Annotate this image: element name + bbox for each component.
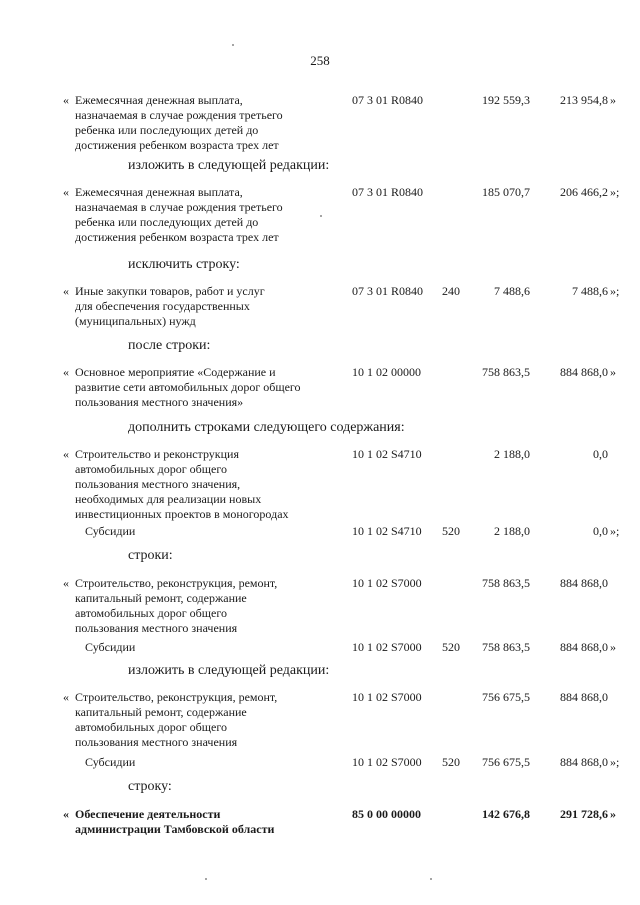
description-line: Обеспечение деятельности <box>75 807 221 821</box>
amount-year-1: 758 863,5 <box>482 640 530 654</box>
description-line: Строительство, реконструкция, ремонт, <box>75 576 278 590</box>
opening-quote: « <box>63 807 69 821</box>
closing-quote: » <box>610 93 616 107</box>
amount-year-2: 7 488,6 <box>572 284 608 298</box>
row-description <box>75 690 365 750</box>
amount-year-1: 192 559,3 <box>482 93 530 107</box>
budget-code: 10 1 02 S4710 <box>352 524 422 538</box>
description-line: ребенка или последующих детей до <box>75 123 259 137</box>
closing-quote: »; <box>610 284 620 298</box>
description-line: Иные закупки товаров, работ и услуг <box>75 284 265 298</box>
description-line: Основное мероприятие «Содержание и <box>75 365 276 379</box>
description-line: Строительство, реконструкция, ремонт, <box>75 690 278 704</box>
instruction-text: изложить в следующей редакции: <box>128 158 330 173</box>
expense-type-code: 520 <box>442 524 460 538</box>
row-description <box>75 755 375 770</box>
description-line: (муниципальных) нужд <box>75 314 196 328</box>
description-line: пользования местного значения <box>75 621 238 635</box>
description-line: Ежемесячная денежная выплата, <box>75 93 243 107</box>
description-line: достижения ребенком возраста трех лет <box>75 138 279 152</box>
amount-year-1: 142 676,8 <box>482 807 530 821</box>
amount-year-1: 756 675,5 <box>482 690 530 704</box>
description-line: Субсидии <box>85 755 136 769</box>
amount-year-1: 2 188,0 <box>494 447 530 461</box>
amount-year-2: 0,0 <box>593 447 608 461</box>
instruction-text: изложить в следующей редакции: <box>128 663 330 678</box>
budget-code: 10 1 02 S7000 <box>352 690 422 704</box>
description-line: пользования местного значения» <box>75 395 244 409</box>
row-description <box>75 93 365 153</box>
budget-code: 07 3 01 R0840 <box>352 93 424 107</box>
expense-type-code: 240 <box>442 284 460 298</box>
instruction-text: строку: <box>128 779 172 794</box>
amount-year-1: 185 070,7 <box>482 185 530 199</box>
amount-year-2: 206 466,2 <box>560 185 608 199</box>
opening-quote: « <box>63 185 69 199</box>
amount-year-1: 758 863,5 <box>482 576 530 590</box>
amount-year-2: 884 868,0 <box>560 576 608 590</box>
description-line: необходимых для реализации новых <box>75 492 262 506</box>
description-line: для обеспечения государственных <box>75 299 250 313</box>
row-description <box>75 365 365 410</box>
scan-speck <box>320 215 322 217</box>
opening-quote: « <box>63 576 69 590</box>
amount-year-2: 884 868,0 <box>560 690 608 704</box>
description-line: пользования местного значения <box>75 735 238 749</box>
amount-year-2: 291 728,6 <box>560 807 608 821</box>
description-line: автомобильных дорог общего <box>75 720 227 734</box>
closing-quote: » <box>610 365 616 379</box>
closing-quote: » <box>610 807 616 821</box>
description-line: автомобильных дорог общего <box>75 606 227 620</box>
amount-year-2: 0,0 <box>593 524 608 538</box>
opening-quote: « <box>63 447 69 461</box>
description-line: инвестиционных проектов в моногородах <box>75 507 289 521</box>
closing-quote: » <box>610 640 616 654</box>
budget-code: 10 1 02 S4710 <box>352 447 422 461</box>
instruction-text: после строки: <box>128 338 211 353</box>
amount-year-2: 884 868,0 <box>560 365 608 379</box>
closing-quote: »; <box>610 185 620 199</box>
budget-code: 10 1 02 00000 <box>352 365 421 379</box>
instruction-text: дополнить строками следующего содержания: <box>128 420 405 435</box>
scan-speck <box>430 878 432 880</box>
row-description <box>75 284 365 329</box>
scan-speck <box>205 878 207 880</box>
page-number: 258 <box>310 53 330 68</box>
budget-code: 85 0 00 00000 <box>352 807 421 821</box>
row-description <box>75 640 375 655</box>
opening-quote: « <box>63 93 69 107</box>
budget-code: 07 3 01 R0840 <box>352 284 424 298</box>
description-line: развитие сети автомобильных дорог общего <box>75 380 301 394</box>
description-line: Строительство и реконструкция <box>75 447 239 461</box>
closing-quote: »; <box>610 524 620 538</box>
description-line: назначаемая в случае рождения третьего <box>75 108 283 122</box>
amount-year-2: 213 954,8 <box>560 93 608 107</box>
row-description <box>75 447 365 522</box>
description-line: капитальный ремонт, содержание <box>75 705 247 719</box>
opening-quote: « <box>63 690 69 704</box>
description-line: достижения ребенком возраста трех лет <box>75 230 279 244</box>
scan-speck <box>232 44 234 46</box>
amount-year-1: 758 863,5 <box>482 365 530 379</box>
expense-type-code: 520 <box>442 640 460 654</box>
instruction-text: исключить строку: <box>128 257 240 272</box>
description-line: Субсидии <box>85 524 136 538</box>
row-description <box>75 524 375 539</box>
amount-year-1: 7 488,6 <box>494 284 530 298</box>
description-line: пользования местного значения, <box>75 477 241 491</box>
description-line: автомобильных дорог общего <box>75 462 227 476</box>
description-line: ребенка или последующих детей до <box>75 215 259 229</box>
amount-year-2: 884 868,0 <box>560 640 608 654</box>
opening-quote: « <box>63 284 69 298</box>
expense-type-code: 520 <box>442 755 460 769</box>
description-line: администрации Тамбовской области <box>75 822 275 836</box>
description-line: Субсидии <box>85 640 136 654</box>
amount-year-1: 756 675,5 <box>482 755 530 769</box>
description-line: капитальный ремонт, содержание <box>75 591 247 605</box>
budget-code: 10 1 02 S7000 <box>352 755 422 769</box>
budget-code: 10 1 02 S7000 <box>352 576 422 590</box>
description-line: Ежемесячная денежная выплата, <box>75 185 243 199</box>
row-description <box>75 807 365 837</box>
instruction-text: строки: <box>128 548 173 563</box>
budget-code: 07 3 01 R0840 <box>352 185 424 199</box>
row-description <box>75 576 365 636</box>
closing-quote: »; <box>610 755 620 769</box>
amount-year-1: 2 188,0 <box>494 524 530 538</box>
amount-year-2: 884 868,0 <box>560 755 608 769</box>
description-line: назначаемая в случае рождения третьего <box>75 200 283 214</box>
opening-quote: « <box>63 365 69 379</box>
budget-code: 10 1 02 S7000 <box>352 640 422 654</box>
